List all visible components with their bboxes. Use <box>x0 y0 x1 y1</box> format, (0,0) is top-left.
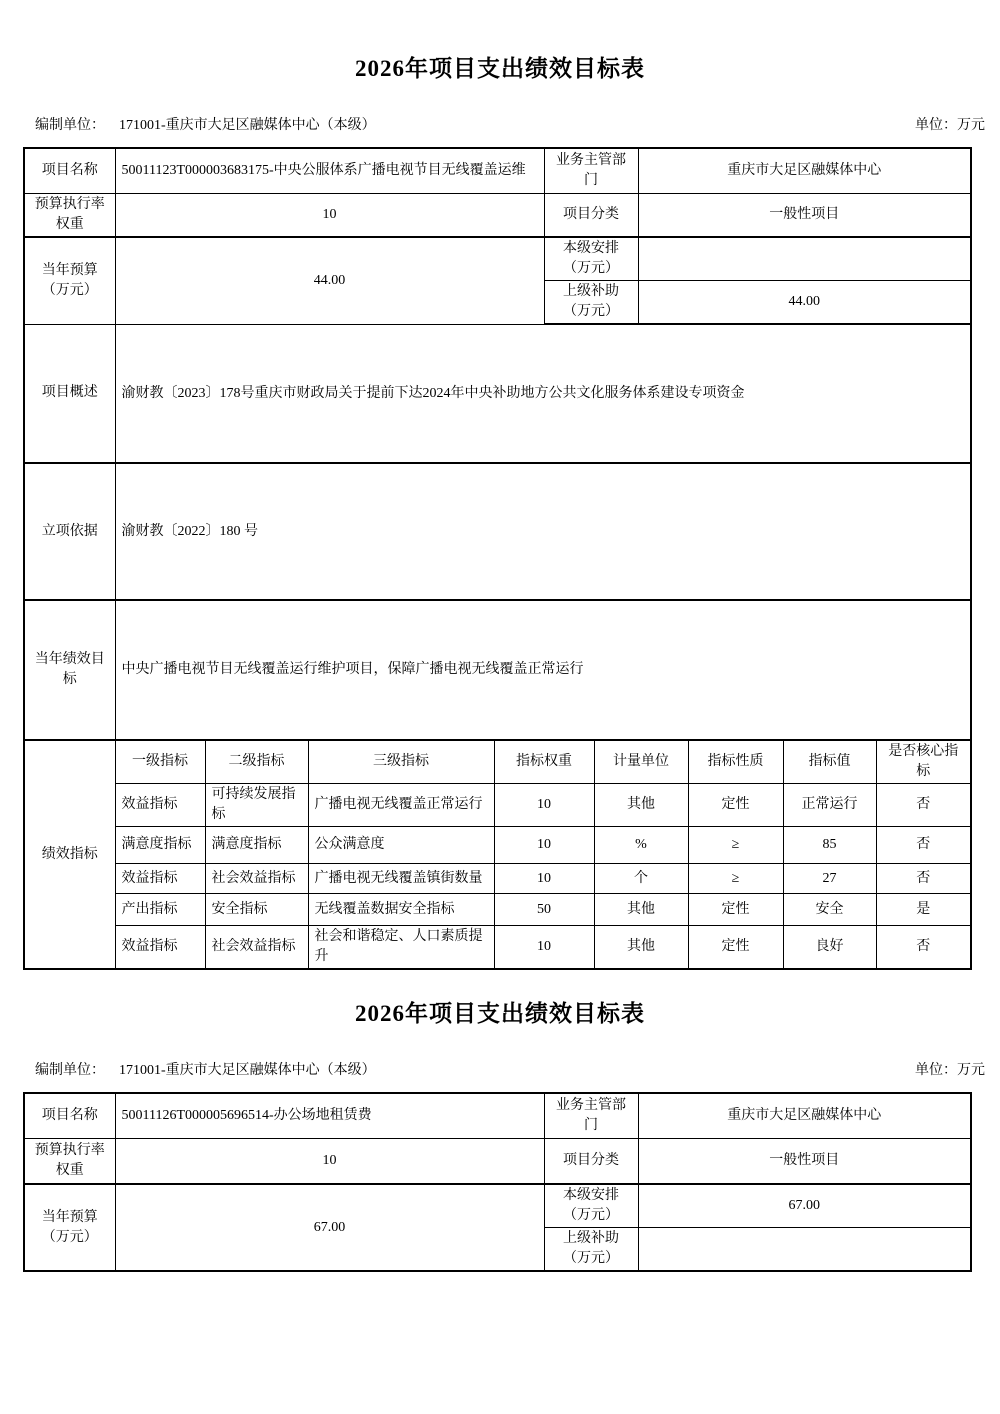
basis-label: 立项依据 <box>24 463 115 600</box>
indicator-level2: 社会效益指标 <box>205 864 308 894</box>
col-header-weight: 指标权重 <box>494 740 594 784</box>
table-row <box>24 1184 971 1228</box>
indicator-weight: 10 <box>494 827 594 864</box>
page-title-2: 2026年项目支出绩效目标表 <box>355 1001 645 1026</box>
overview-value: 渝财教〔2023〕178号重庆市财政局关于提前下达2024年中央补助地方公共文化服务体系建设专项资金 <box>115 324 971 463</box>
weight-label: 预算执行率权重 <box>24 1138 115 1184</box>
indicator-level1: 效益指标 <box>115 864 205 894</box>
indicator-unit: 个 <box>594 864 688 894</box>
indicator-value: 安全 <box>783 894 876 926</box>
indicator-nature: ≥ <box>688 864 783 894</box>
weight-label: 预算执行率权重 <box>24 193 115 237</box>
category-value: 一般性项目 <box>638 193 971 237</box>
unit-note-2: 单位：万元 <box>915 1063 985 1078</box>
prepared-by-label: 编制单位： <box>35 118 105 133</box>
indicator-weight: 10 <box>494 784 594 827</box>
indicator-level3: 无线覆盖数据安全指标 <box>308 894 494 926</box>
indicator-level3: 公众满意度 <box>308 827 494 864</box>
indicator-level2: 可持续发展指标 <box>205 784 308 827</box>
budget-label: 当年预算（万元） <box>24 1184 115 1271</box>
category-value: 一般性项目 <box>638 1138 971 1184</box>
indicator-nature: 定性 <box>688 894 783 926</box>
col-header-level1: 一级指标 <box>115 740 205 784</box>
table-row <box>24 1138 971 1184</box>
dept-value: 重庆市大足区融媒体中心 <box>638 1093 971 1138</box>
dept-label: 业务主管部门 <box>544 148 638 193</box>
indicator-nature: 定性 <box>688 784 783 827</box>
project-name-value: 50011126T000005696514-办公场地租赁费 <box>115 1093 544 1138</box>
prepared-by-label: 编制单位： <box>35 1063 105 1078</box>
indicator-nature: ≥ <box>688 827 783 864</box>
col-header-level2: 二级指标 <box>205 740 308 784</box>
prepared-by-value: 171001-重庆市大足区融媒体中心（本级） <box>119 118 376 133</box>
indicator-weight: 10 <box>494 864 594 894</box>
indicator-core: 否 <box>876 827 971 864</box>
indicator-value: 正常运行 <box>783 784 876 827</box>
indicator-unit: % <box>594 827 688 864</box>
performance-target-table-2 <box>23 1092 972 1272</box>
project-name-label: 项目名称 <box>24 1093 115 1138</box>
subsidy-label: 上级补助（万元） <box>544 281 638 325</box>
target-label: 当年绩效目标 <box>24 600 115 740</box>
table-row <box>24 148 971 193</box>
indicator-level3: 广播电视无线覆盖镇街数量 <box>308 864 494 894</box>
indicator-level2: 满意度指标 <box>205 827 308 864</box>
indicator-level2: 社会效益指标 <box>205 926 308 970</box>
indicator-core: 否 <box>876 926 971 970</box>
subsidy-value: 44.00 <box>638 281 971 325</box>
indicator-value: 良好 <box>783 926 876 970</box>
performance-target-table-1 <box>23 147 972 970</box>
basis-value: 渝财教〔2022〕180 号 <box>115 463 971 600</box>
indicator-level3: 社会和谐稳定、人口素质提升 <box>308 926 494 970</box>
table-row <box>24 193 971 237</box>
weight-value: 10 <box>115 1138 544 1184</box>
page-title: 2026年项目支出绩效目标表 <box>355 56 645 81</box>
indicator-header-row <box>24 740 971 784</box>
weight-value: 10 <box>115 193 544 237</box>
indicator-core: 是 <box>876 894 971 926</box>
table-row <box>24 324 971 463</box>
project-name-value: 50011123T000003683175-中央公服体系广播电视节目无线覆盖运维 <box>115 148 544 193</box>
prepared-by-2 <box>35 1060 376 1082</box>
indicator-core: 否 <box>876 784 971 827</box>
overview-label: 项目概述 <box>24 324 115 463</box>
indicator-row <box>24 784 971 827</box>
budget-label: 当年预算（万元） <box>24 237 115 324</box>
indicator-level1: 效益指标 <box>115 926 205 970</box>
meta-line-2 <box>35 1060 985 1082</box>
indicator-row <box>24 894 971 926</box>
col-header-unit: 计量单位 <box>594 740 688 784</box>
target-value: 中央广播电视节目无线覆盖运行维护项目，保障广播电视无线覆盖正常运行 <box>115 600 971 740</box>
indicator-core: 否 <box>876 864 971 894</box>
subsidy-value <box>638 1228 971 1272</box>
table-row <box>24 600 971 740</box>
category-label: 项目分类 <box>544 193 638 237</box>
indicator-weight: 10 <box>494 926 594 970</box>
indicator-unit: 其他 <box>594 784 688 827</box>
meta-line <box>35 115 985 137</box>
category-label: 项目分类 <box>544 1138 638 1184</box>
prepared-by-value: 171001-重庆市大足区融媒体中心（本级） <box>119 1063 376 1078</box>
local-label: 本级安排（万元） <box>544 237 638 281</box>
perf-indicators-label: 绩效指标 <box>24 740 115 969</box>
dept-label: 业务主管部门 <box>544 1093 638 1138</box>
table-row <box>24 463 971 600</box>
local-label: 本级安排（万元） <box>544 1184 638 1228</box>
indicator-level3: 广播电视无线覆盖正常运行 <box>308 784 494 827</box>
indicator-level2: 安全指标 <box>205 894 308 926</box>
indicator-row <box>24 926 971 970</box>
indicator-value: 85 <box>783 827 876 864</box>
dept-value: 重庆市大足区融媒体中心 <box>638 148 971 193</box>
indicator-level1: 产出指标 <box>115 894 205 926</box>
unit-note: 单位：万元 <box>915 118 985 133</box>
col-header-core: 是否核心指标 <box>876 740 971 784</box>
col-header-nature: 指标性质 <box>688 740 783 784</box>
indicator-value: 27 <box>783 864 876 894</box>
project-name-label: 项目名称 <box>24 148 115 193</box>
indicator-nature: 定性 <box>688 926 783 970</box>
local-value <box>638 237 971 281</box>
prepared-by <box>35 115 376 137</box>
indicator-weight: 50 <box>494 894 594 926</box>
indicator-row <box>24 864 971 894</box>
col-header-level3: 三级指标 <box>308 740 494 784</box>
table-row <box>24 237 971 281</box>
indicator-level1: 满意度指标 <box>115 827 205 864</box>
indicator-unit: 其他 <box>594 926 688 970</box>
budget-value: 67.00 <box>115 1184 544 1271</box>
subsidy-label: 上级补助（万元） <box>544 1228 638 1272</box>
local-value: 67.00 <box>638 1184 971 1228</box>
indicator-row <box>24 827 971 864</box>
indicator-level1: 效益指标 <box>115 784 205 827</box>
indicator-unit: 其他 <box>594 894 688 926</box>
col-header-value: 指标值 <box>783 740 876 784</box>
table-row <box>24 1093 971 1138</box>
budget-value: 44.00 <box>115 237 544 324</box>
